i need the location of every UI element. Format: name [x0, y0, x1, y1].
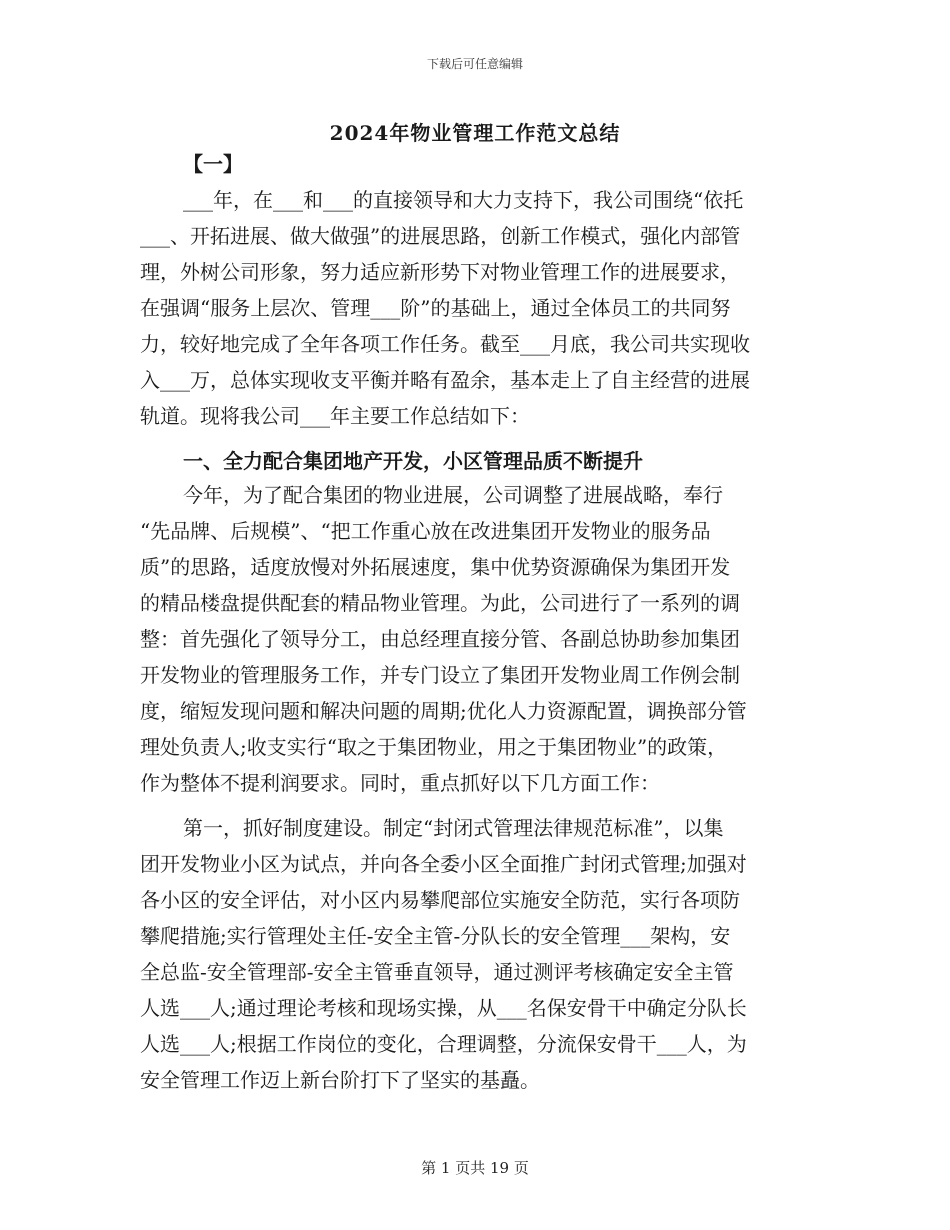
paragraph-line: 的精品楼盘提供配套的精品物业管理。为此，公司进行了一系列的调 [140, 591, 740, 615]
paragraph-line: 度，缩短发现问题和解决问题的周期;优化人力资源配置，调换部分管 [140, 699, 747, 723]
paragraph-line: 理，外树公司形象，努力适应新形势下对物业管理工作的进展要求， [140, 260, 740, 284]
paragraph-line: 在强调“服务上层次、管理___阶”的基础上，通过全体员工的共同努 [140, 296, 731, 320]
paragraph-line: ___年，在___和___的直接领导和大力支持下，我公司围绕“依托 [183, 188, 744, 212]
document-title: 2024年物业管理工作范文总结 [329, 121, 621, 145]
paragraph-line: 理处负责人;收支实行“取之于集团物业，用之于集团物业”的政策， [140, 735, 728, 759]
page-header-note: 下载后可任意编辑 [426, 57, 523, 71]
paragraph-line: “先品牌、后规模”、“把工作重心放在改进集团开发物业的服务品 [140, 519, 711, 543]
paragraph-line: 作为整体不提利润要求。同时，重点抓好以下几方面工作： [140, 771, 660, 795]
paragraph-line: 入___万，总体实现收支平衡并略有盈余，基本走上了自主经营的进展 [140, 368, 750, 392]
paragraph-line: 全总监-安全管理部-安全主管垂直领导，通过测评考核确定安全主管 [140, 960, 734, 984]
section-marker: 【一】 [183, 152, 243, 176]
paragraph-line: 整：首先强化了领导分工，由总经理直接分管、各副总协助参加集团 [140, 627, 740, 651]
paragraph-line: 第一，抓好制度建设。制定“封闭式管理法律规范标准”，以集 [183, 816, 724, 840]
paragraph-line: 力，较好地完成了全年各项工作任务。截至___月底，我公司共实现收 [140, 332, 750, 356]
paragraph-line: 人选___人;通过理论考核和现场实操，从___名保安骨干中确定分队长 [140, 996, 747, 1020]
paragraph-line: 人选___人;根据工作岗位的变化，合理调整，分流保安骨干___人，为 [140, 1032, 747, 1056]
section-heading: 一、全力配合集团地产开发，小区管理品质不断提升 [183, 449, 643, 473]
paragraph-line: 各小区的安全评估，对小区内易攀爬部位实施安全防范，实行各项防 [140, 888, 740, 912]
paragraph-line: 轨道。现将我公司___年主要工作总结如下： [140, 404, 530, 428]
paragraph-line: 开发物业的管理服务工作，并专门设立了集团开发物业周工作例会制 [140, 663, 740, 687]
paragraph-line: 团开发物业小区为试点，并向各全委小区全面推广封闭式管理;加强对 [140, 852, 747, 876]
paragraph-line: 质”的思路，适度放慢对外拓展速度，集中优势资源确保为集团开发 [140, 555, 731, 579]
paragraph-line: 今年，为了配合集团的物业进展，公司调整了进展战略，奉行 [183, 483, 723, 507]
paragraph-line: ___、开拓进展、做大做强”的进展思路，创新工作模式，强化内部管 [140, 224, 741, 248]
page-footer: 第 1 页共 19 页 [421, 1159, 529, 1177]
paragraph-line: 攀爬措施;实行管理处主任-安全主管-分队长的安全管理___架构，安 [140, 924, 731, 948]
paragraph-line: 安全管理工作迈上新台阶打下了坚实的基矗。 [140, 1068, 540, 1092]
